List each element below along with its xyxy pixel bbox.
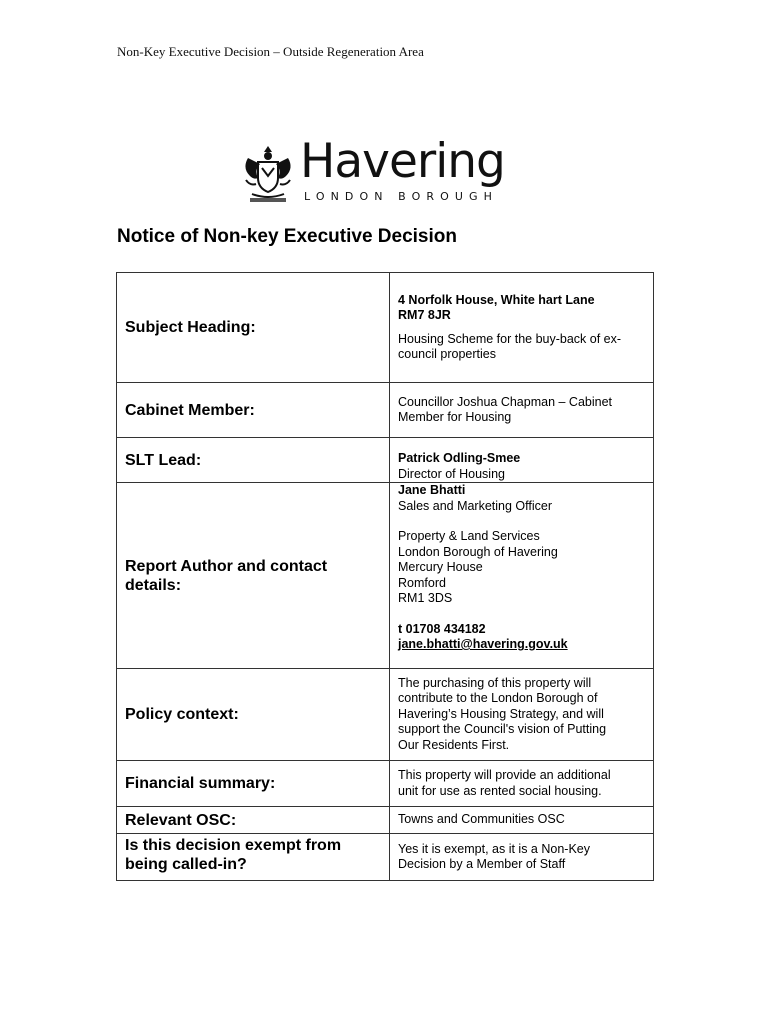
row-slt-lead — [117, 438, 654, 483]
author-address-line1: Property & Land Services — [398, 529, 540, 543]
author-address-line4: Romford — [398, 575, 446, 590]
financial-summary-value — [390, 761, 654, 807]
author-email-link[interactable]: jane.bhatti@havering.gov.uk — [398, 637, 568, 651]
author-phone: t 01708 434182 — [398, 621, 486, 636]
row-relevant-osc — [117, 807, 654, 834]
cabinet-member-label: Cabinet Member: — [117, 383, 390, 438]
author-role: Sales and Marketing Officer — [398, 498, 553, 513]
running-header: Non-Key Executive Decision – Outside Regeneration Area — [117, 44, 424, 59]
subject-description-line1: Housing Scheme for the buy-back of ex- — [398, 331, 622, 346]
slt-lead-name: Patrick Odling-Smee — [398, 451, 521, 465]
coat-of-arms-icon — [240, 142, 296, 206]
relevant-osc-label: Relevant OSC: — [117, 807, 390, 834]
policy-context-value — [390, 669, 654, 761]
author-address-line2: London Borough of Havering — [398, 544, 558, 559]
report-author-value — [390, 483, 654, 669]
slt-lead-label: SLT Lead: — [117, 438, 390, 483]
row-report-author — [117, 483, 654, 669]
logo-subtitle: LONDON BOROUGH — [304, 190, 499, 203]
cabinet-member-value — [390, 383, 654, 438]
document-title: Notice of Non-key Executive Decision — [117, 226, 457, 247]
subject-heading-label: Subject Heading: — [117, 273, 390, 383]
call-in-value — [390, 834, 654, 881]
author-address-line3: Mercury House — [398, 560, 483, 574]
call-in-line1: Yes it is exempt, as it is a Non-Key — [398, 841, 590, 856]
financial-line2: unit for use as rented social housing. — [398, 783, 602, 798]
subject-heading-value — [390, 273, 654, 383]
relevant-osc-value: Towns and Communities OSC — [390, 807, 654, 834]
policy-line3: Havering’s Housing Strategy, and will — [398, 706, 604, 721]
row-policy-context — [117, 669, 654, 761]
subject-address-line2: RM7 8JR — [398, 308, 451, 322]
author-address-line5: RM1 3DS — [398, 591, 453, 605]
call-in-label-line1: Is this decision exempt from — [125, 837, 342, 854]
policy-line4: support the Council's vision of Putting — [398, 722, 607, 737]
call-in-line2: Decision by a Member of Staff — [398, 857, 566, 871]
cabinet-member-line2: Member for Housing — [398, 410, 512, 424]
cabinet-member-line1: Councillor Joshua Chapman – Cabinet — [398, 394, 613, 409]
financial-line1: This property will provide an additional — [398, 768, 611, 782]
row-subject-heading — [117, 273, 654, 383]
financial-summary-label: Financial summary: — [117, 761, 390, 807]
call-in-label — [117, 834, 390, 881]
report-author-label-line2: details: — [125, 576, 182, 594]
call-in-label-line2: being called-in? — [125, 856, 247, 873]
row-financial-summary — [117, 761, 654, 807]
logo-wordmark: Havering — [300, 134, 505, 189]
policy-line2: contribute to the London Borough of — [398, 691, 598, 706]
decision-table — [116, 272, 654, 881]
author-name: Jane Bhatti — [398, 483, 466, 497]
row-call-in — [117, 834, 654, 881]
slt-lead-value — [390, 438, 654, 483]
policy-line5: Our Residents First. — [398, 737, 510, 752]
policy-line1: The purchasing of this property will — [398, 675, 592, 690]
subject-description-line2: council properties — [398, 347, 496, 361]
report-author-label-line1: Report Author and contact — [125, 557, 328, 575]
policy-context-label: Policy context: — [117, 669, 390, 761]
report-author-label — [117, 483, 390, 669]
havering-logo — [240, 134, 530, 210]
slt-lead-role: Director of Housing — [398, 466, 505, 481]
row-cabinet-member — [117, 383, 654, 438]
subject-address-line1: 4 Norfolk House, White hart Lane — [398, 292, 595, 307]
